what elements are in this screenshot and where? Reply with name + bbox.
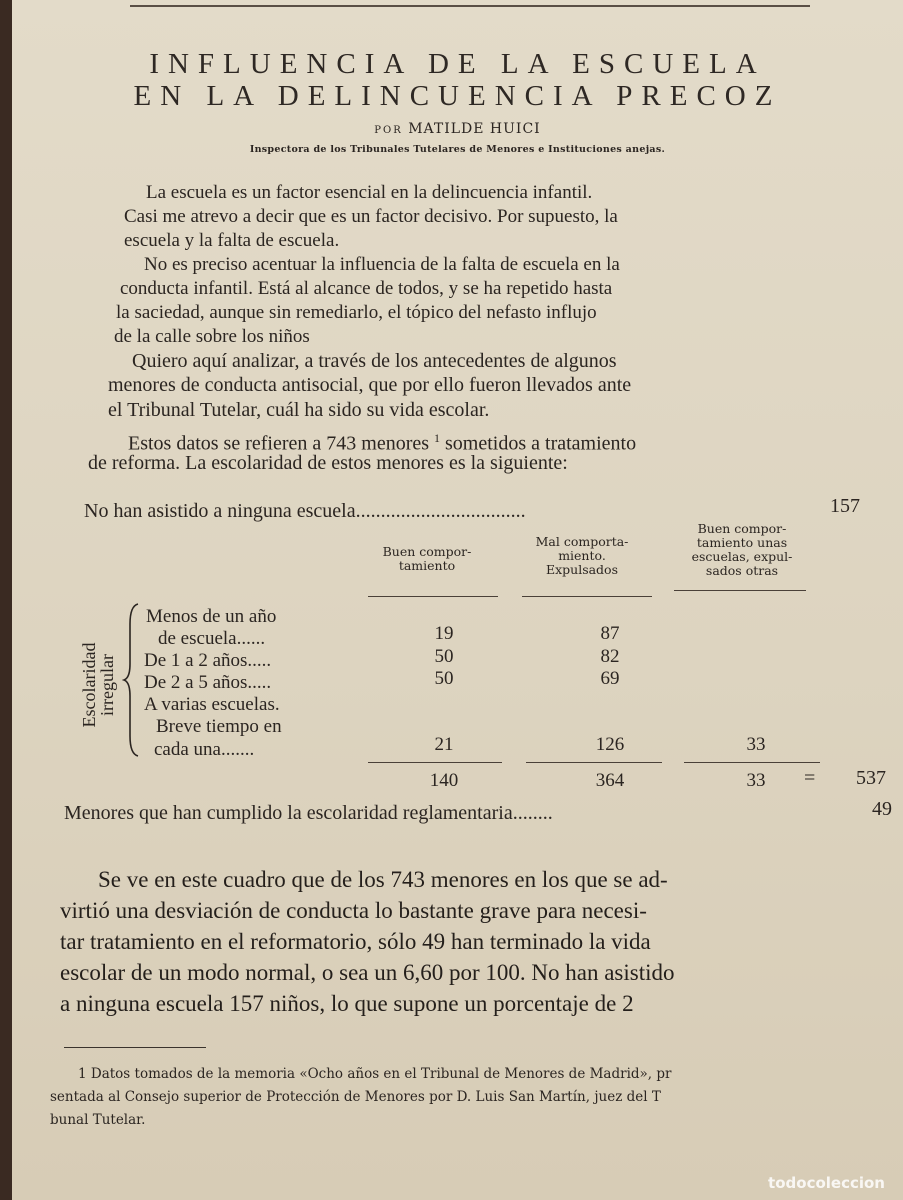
total-rule-2 bbox=[526, 762, 662, 763]
col-3-header-line-3: escuelas, expul- bbox=[691, 549, 793, 564]
total-col-1: 140 bbox=[429, 770, 459, 791]
byline bbox=[12, 121, 903, 137]
paragraph-1-line-2: Casi me atrevo a decir que es un factor decisivo. Por supuesto, la bbox=[124, 206, 618, 227]
col-2-header bbox=[512, 535, 652, 577]
col-1-header bbox=[362, 545, 492, 573]
no-school-value: 157 bbox=[830, 495, 860, 517]
paragraph-4-text-a: Estos datos se refieren a 743 menores bbox=[128, 432, 430, 455]
row-1-label-line-1: Menos de un año bbox=[146, 606, 277, 627]
row-2-label: De 1 a 2 años..... bbox=[144, 650, 272, 671]
no-school-dots: .................................. bbox=[355, 500, 526, 522]
completed-value: 49 bbox=[872, 798, 892, 820]
row-3-label: De 2 a 5 años..... bbox=[144, 672, 272, 693]
conclusion-line-2: virtió una desviación de conducta lo bastante grave para necesi- bbox=[60, 898, 647, 923]
row-1-col-1: 19 bbox=[434, 623, 454, 644]
col-2-header-line-2: miento. bbox=[558, 548, 606, 563]
footnote-rule bbox=[64, 1047, 206, 1048]
col-2-header-line-1: Mal comporta- bbox=[535, 534, 629, 549]
book-page bbox=[12, 0, 903, 1200]
group-label bbox=[78, 610, 118, 760]
article-title-line-2: EN LA DELINCUENCIA PRECOZ bbox=[133, 80, 782, 112]
grand-total: 537 bbox=[856, 767, 886, 789]
paragraph-4-line-2: de reforma. La escolaridad de estos menores es la siguiente: bbox=[88, 452, 568, 474]
col-1-header-line-1: Buen compor- bbox=[382, 544, 472, 559]
paragraph-1-line-1: La escuela es un factor esencial en la delincuencia infantil. bbox=[146, 182, 593, 203]
no-school-label: No han asistido a ninguna escuela bbox=[84, 500, 356, 522]
footnote-line-2: sentada al Consejo superior de Protección de Menores por D. Luis San Martín, juez del T bbox=[50, 1089, 661, 1105]
paragraph-3-line-1: Quiero aquí analizar, a través de los antecedentes de algunos bbox=[132, 350, 617, 372]
paragraph-2-line-1: No es preciso acentuar la influencia de la falta de escuela en la bbox=[144, 254, 620, 275]
col-3-header-line-4: sados otras bbox=[705, 563, 779, 578]
completed-dots: ........ bbox=[512, 802, 553, 824]
row-3-col-2: 69 bbox=[600, 668, 620, 689]
row-4-label-line-3: cada una....... bbox=[154, 739, 255, 760]
group-label-line-1: Escolaridad bbox=[79, 642, 99, 728]
col-2-header-rule bbox=[522, 596, 652, 597]
row-2-col-2: 82 bbox=[600, 646, 620, 667]
conclusion-line-4: escolar de un modo normal, o sea un 6,60 por 100. No han asistido bbox=[60, 960, 675, 985]
col-3-header-rule bbox=[674, 590, 806, 591]
total-equals: = bbox=[804, 767, 816, 789]
row-2-col-1: 50 bbox=[434, 646, 454, 667]
row-4-col-1: 21 bbox=[434, 734, 454, 755]
footnote-line-3: bunal Tutelar. bbox=[50, 1112, 146, 1128]
paragraph-3-line-3: el Tribunal Tutelar, cuál ha sido su vida escolar. bbox=[108, 399, 490, 421]
paragraph-2-line-4: de la calle sobre los niños bbox=[114, 326, 310, 347]
col-2-header-line-3: Expulsados bbox=[545, 562, 619, 577]
row-1-label-line-2: de escuela...... bbox=[158, 628, 266, 649]
total-col-3: 33 bbox=[746, 770, 766, 791]
row-4-col-3: 33 bbox=[746, 734, 766, 755]
footnote-ref-1: 1 bbox=[434, 431, 441, 445]
row-4-label-line-1: A varias escuelas. bbox=[144, 694, 280, 715]
paragraph-3-line-2: menores de conducta antisocial, que por ello fueron llevados ante bbox=[108, 374, 632, 396]
completed-label: Menores que han cumplido la escolaridad reglamentaria bbox=[64, 802, 513, 824]
total-rule-1 bbox=[368, 762, 502, 763]
col-1-header-line-2: tamiento bbox=[398, 558, 456, 573]
col-3-header bbox=[667, 522, 817, 578]
row-4-col-2: 126 bbox=[595, 734, 625, 755]
paragraph-2-line-3: la saciedad, aunque sin remediarlo, el tópico del nefasto influjo bbox=[116, 302, 597, 323]
no-school-row bbox=[84, 500, 526, 523]
header-rule bbox=[130, 5, 810, 7]
footnote-line-1: 1 Datos tomados de la memoria «Ocho años en el Tribunal de Menores de Madrid», pr bbox=[78, 1066, 672, 1082]
byline-prefix: POR bbox=[374, 125, 403, 136]
total-rule-3 bbox=[684, 762, 820, 763]
paragraph-4-text-b: sometidos a tratamiento bbox=[445, 432, 637, 455]
conclusion-line-3: tar tratamiento en el reformatorio, sólo 49 han terminado la vida bbox=[60, 929, 651, 954]
author-name: MATILDE HUICI bbox=[408, 121, 541, 137]
row-4-label-line-2: Breve tiempo en bbox=[156, 716, 282, 737]
paragraph-1-line-3: escuela y la falta de escuela. bbox=[124, 230, 340, 251]
col-1-header-rule bbox=[368, 596, 498, 597]
paragraph-2-line-2: conducta infantil. Está al alcance de todos, y se ha repetido hasta bbox=[120, 278, 613, 299]
row-1-col-2: 87 bbox=[600, 623, 620, 644]
conclusion-line-1: Se ve en este cuadro que de los 743 menores en los que se ad- bbox=[98, 867, 668, 892]
conclusion-line-5: a ninguna escuela 157 niños, lo que supone un porcentaje de 2 bbox=[60, 991, 634, 1016]
author-affiliation: Inspectora de los Tribunales Tutelares de Menores e Instituciones anejas. bbox=[249, 144, 666, 155]
article-title-line-1: INFLUENCIA DE LA ESCUELA bbox=[149, 48, 766, 80]
group-brace bbox=[122, 600, 142, 760]
completed-row bbox=[64, 802, 553, 825]
col-3-header-line-2: tamiento unas bbox=[696, 535, 788, 550]
group-label-line-2: irregular bbox=[97, 654, 117, 716]
col-3-header-line-1: Buen compor- bbox=[697, 521, 787, 536]
watermark-logo: todocoleccion bbox=[768, 1174, 885, 1192]
row-3-col-1: 50 bbox=[434, 668, 454, 689]
total-col-2: 364 bbox=[595, 770, 625, 791]
